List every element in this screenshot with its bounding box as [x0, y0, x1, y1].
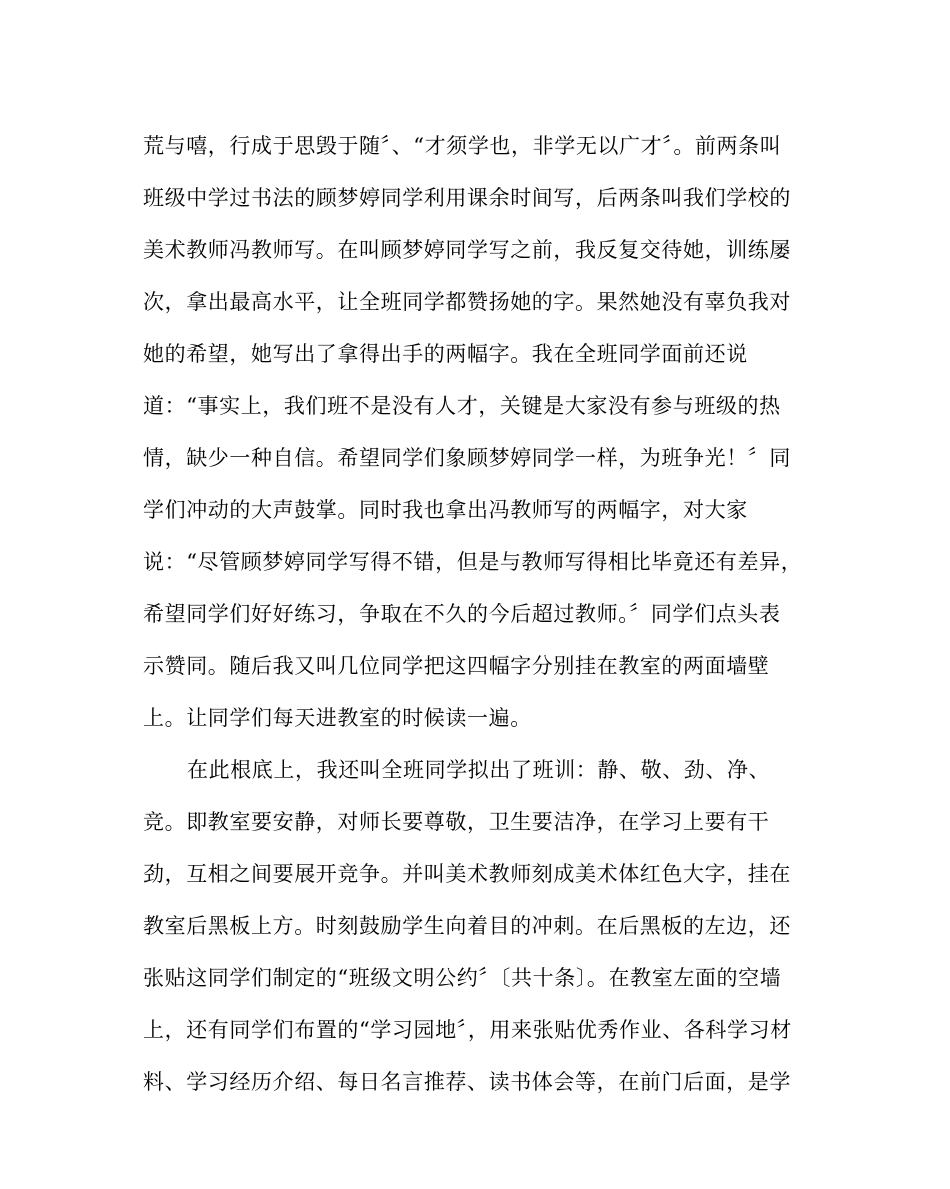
text-line: 她的希望，她写出了拿得出手的两幅字。我在全班同学面前还说: [143, 342, 748, 366]
text-line: 教室后黑板上方。时刻鼓励学生向着目的冲刺。在后黑板的左边，还: [143, 914, 791, 938]
text-line: 荒与嘻，行成于思毁于随〞、“才须学也，非学无以广才〞。前两条叫: [143, 134, 782, 158]
text-line: 希望同学们好好练习，争取在不久的今后超过教师。〞同学们点头表: [143, 602, 781, 626]
text-line: 说：“尽管顾梦婷同学写得不错，但是与教师写得相比毕竟还有差异，: [143, 550, 803, 574]
text-line: 示赞同。随后我又叫几位同学把这四幅字分别挂在教室的两面墙壁: [143, 654, 770, 678]
text-line: 劲，互相之间要展开竞争。并叫美术教师刻成美术体红色大字，挂在: [143, 862, 791, 886]
text-line: 上。让同学们每天进教室的时候读一遍。: [143, 706, 532, 730]
text-line: 学们冲动的大声鼓掌。同时我也拿出冯教师写的两幅字，对大家: [143, 498, 748, 522]
text-line: 次，拿出最高水平，让全班同学都赞扬她的字。果然她没有辜负我对: [143, 290, 791, 314]
paragraph-first-line: 在此根底上，我还叫全班同学拟出了班训：静、敬、劲、净、: [187, 758, 771, 782]
text-line: 美术教师冯教师写。在叫顾梦婷同学写之前，我反复交待她，训练屡: [143, 238, 791, 262]
text-line: 道：“事实上，我们班不是没有人才，关键是大家没有参与班级的热: [143, 394, 781, 418]
text-line: 情，缺少一种自信。希望同学们象顾梦婷同学一样，为班争光！〞同: [143, 446, 791, 470]
text-line: 竞。即教室要安静，对师长要尊敬，卫生要洁净，在学习上要有干: [143, 810, 770, 834]
text-line: 上，还有同学们布置的“学习园地〞，用来张贴优秀作业、各科学习材: [143, 1018, 792, 1042]
text-line: 班级中学过书法的顾梦婷同学利用课余时间写，后两条叫我们学校的: [143, 186, 791, 210]
text-line: 张贴这同学们制定的“班级文明公约〞〔共十条〕。在教室左面的空墙: [143, 966, 782, 990]
text-line: 料、学习经历介绍、每日名言推荐、读书体会等，在前门后面，是学: [143, 1070, 791, 1094]
